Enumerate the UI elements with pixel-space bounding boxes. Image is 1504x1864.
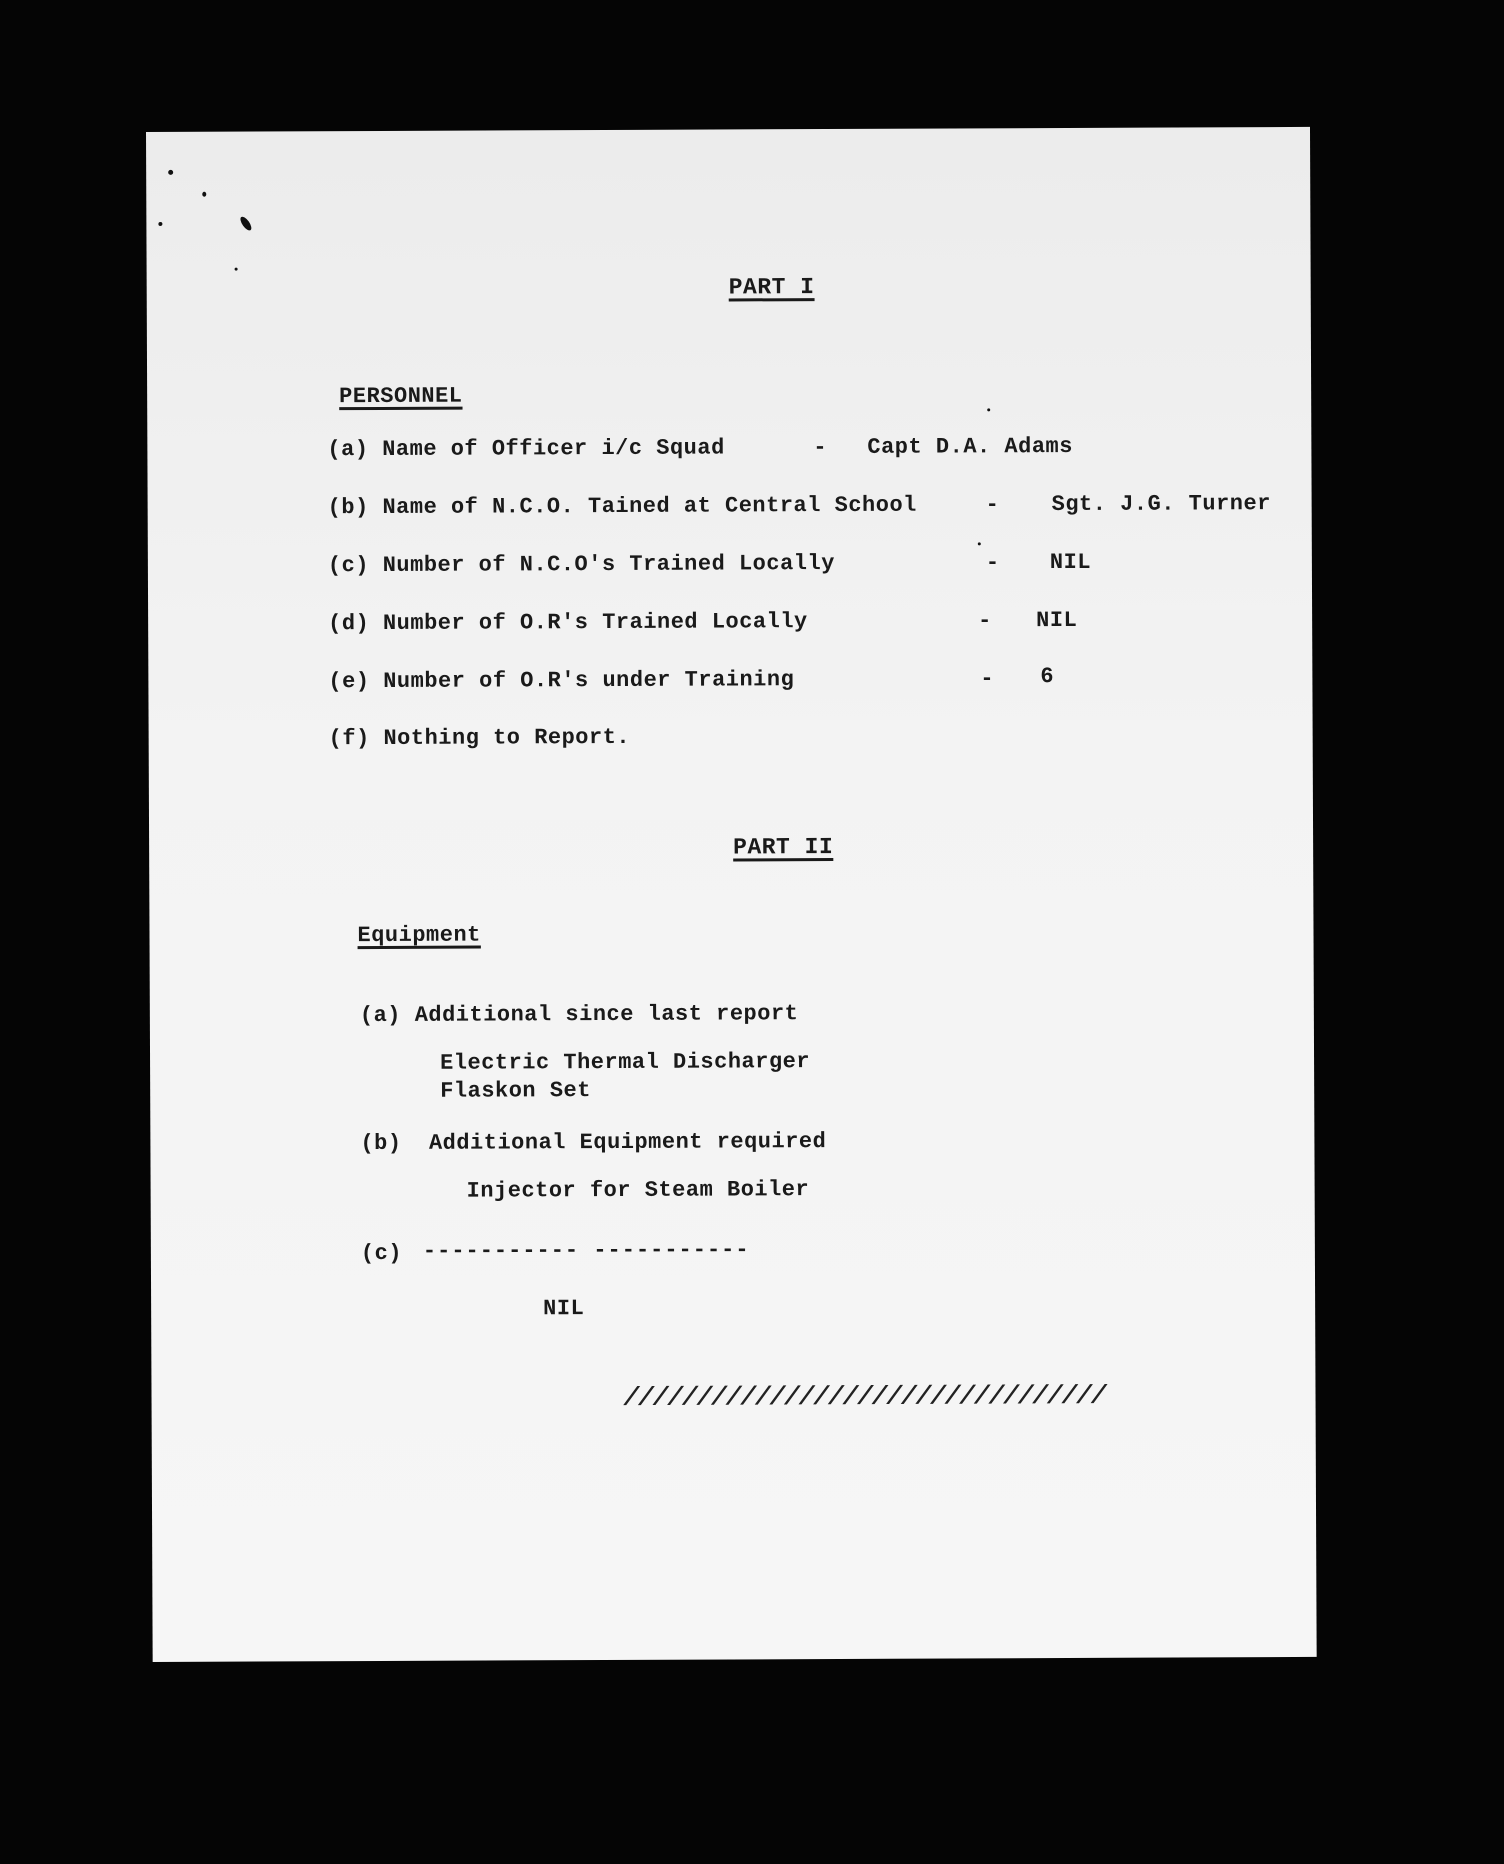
ink-speck (202, 192, 206, 197)
personnel-item-c-dash: - (985, 550, 1000, 576)
equipment-item-c-label: (c) (360, 1240, 403, 1267)
personnel-item-b-dash: - (985, 492, 1000, 518)
personnel-item-c-label: (c) Number of N.C.O's Trained Locally (327, 550, 835, 579)
equipment-item-b-label: (b) Additional Equipment required (360, 1129, 827, 1157)
ink-speck (978, 542, 981, 545)
personnel-item-a-label: (a) Name of Officer i/c Squad (327, 435, 725, 463)
personnel-item-e-value: 6 (1040, 664, 1055, 690)
equipment-item-a-label: (a) Additional since last report (359, 1001, 799, 1029)
closing-hatch-line: ///////////////////////////////// (623, 1380, 1106, 1413)
ink-speck (238, 215, 253, 232)
personnel-item-b-value: Sgt. J.G. Turner (1051, 491, 1271, 518)
personnel-item-f-label: (f) Nothing to Report. (328, 724, 631, 752)
equipment-item-a-entry-1: Electric Thermal Discharger (440, 1049, 811, 1076)
personnel-item-c-value: NIL (1049, 549, 1092, 576)
document-page (146, 127, 1317, 1662)
personnel-item-d-dash: - (978, 608, 992, 634)
equipment-heading: Equipment (357, 922, 481, 949)
ink-speck (235, 268, 238, 271)
part-ii-heading: PART II (733, 834, 834, 861)
ink-speck (168, 170, 173, 175)
personnel-item-b-label: (b) Name of N.C.O. Tained at Central School (327, 492, 917, 521)
ink-speck (158, 222, 162, 226)
personnel-item-d-value: NIL (1036, 607, 1078, 634)
personnel-item-d-label: (d) Number of O.R's Trained Locally (328, 609, 808, 637)
personnel-item-a-dash: - (813, 435, 828, 461)
personnel-item-a-value: Capt D.A. Adams (867, 433, 1073, 460)
equipment-item-c-line: ----------- ----------- (422, 1237, 750, 1264)
personnel-item-e-label: (e) Number of O.R's under Training (328, 667, 795, 695)
personnel-heading: PERSONNEL (339, 383, 463, 410)
personnel-item-e-dash: - (980, 666, 995, 692)
equipment-item-b-entry-1: Injector for Steam Boiler (466, 1177, 810, 1204)
equipment-item-a-entry-2: Flaskon Set (440, 1078, 591, 1104)
ink-speck (987, 408, 990, 411)
equipment-item-c-value: NIL (543, 1296, 585, 1322)
part-i-heading: PART I (728, 274, 815, 301)
